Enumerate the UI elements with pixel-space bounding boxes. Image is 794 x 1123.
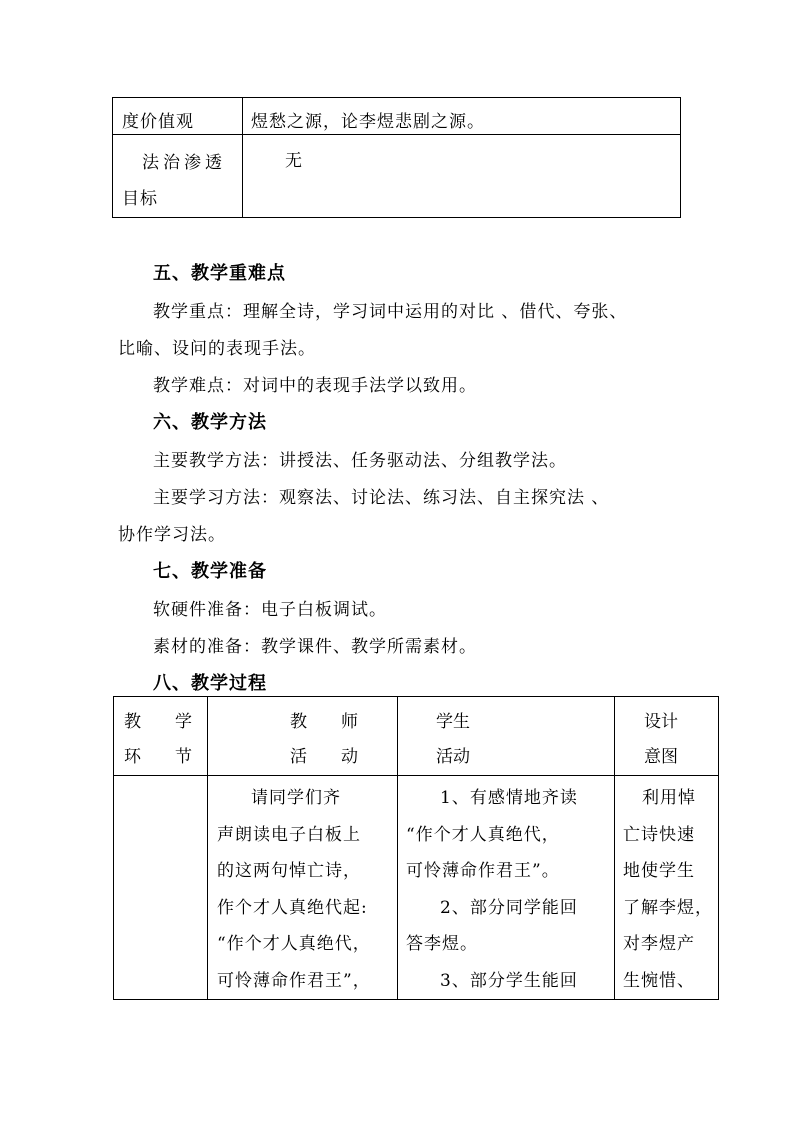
- student-activity-cell: [398, 776, 615, 1000]
- teacher-line: 可怜薄命作君王”，: [217, 970, 371, 991]
- section7-heading: 七、教学准备: [153, 561, 267, 582]
- student-line: “作个才人真绝代，: [406, 824, 560, 845]
- student-line: 可怜薄命作君王”。: [406, 861, 560, 881]
- materials-prep-text: 素材的准备：教学课件、教学所需素材。: [153, 637, 477, 657]
- teacher-line: 请同学们齐: [251, 788, 341, 808]
- header-student: [398, 697, 615, 776]
- process-table: [113, 696, 719, 1000]
- difficulty-text: 教学难点：对词中的表现手法学以致用。: [153, 376, 477, 396]
- objectives-label-cell: [113, 98, 243, 135]
- values-content: 煜愁之源，论李煜悲剧之源。: [251, 112, 485, 132]
- header-teacher-line1: 教 师: [290, 712, 358, 732]
- design-line: 对李煜产: [623, 934, 695, 954]
- teacher-activity-cell: [208, 776, 398, 1000]
- hardware-prep-text: 软硬件准备：电子白板调试。: [153, 600, 387, 620]
- objectives-content-cell: [243, 98, 681, 135]
- design-line: 利用悼: [642, 788, 696, 808]
- section8-heading: 八、教学过程: [153, 673, 267, 694]
- learning-methods-line2: 协作学习法。: [118, 525, 226, 545]
- law-label-line2: 目标: [122, 189, 158, 209]
- header-teacher-line2: 活 动: [290, 747, 358, 767]
- header-stage: [114, 697, 208, 776]
- design-intent-cell: [615, 776, 719, 1000]
- student-line: 1、有感情地齐读: [440, 788, 578, 808]
- design-line: 亡诗快速: [623, 824, 695, 845]
- teacher-line: “作个才人真绝代，: [217, 934, 371, 954]
- header-stage-line1: 教 学: [124, 712, 192, 732]
- teaching-methods-text: 主要教学方法：讲授法、任务驱动法、分组教学法。: [153, 451, 567, 471]
- student-line: 2、部分同学能回: [440, 897, 578, 918]
- header-stage-line2: 环 节: [124, 747, 192, 767]
- header-design-line1: 设计: [644, 712, 678, 732]
- student-line: 3、部分学生能回: [440, 970, 578, 991]
- teacher-line: 的这两句悼亡诗，: [217, 861, 361, 881]
- design-line: 了解李煜，: [623, 897, 713, 918]
- student-line: 答李煜。: [406, 934, 478, 954]
- values-label: 度价值观: [122, 112, 194, 132]
- teacher-line: 声朗读电子白板上: [217, 824, 361, 845]
- key-point-line2: 比喻、设问的表现手法。: [118, 339, 316, 359]
- header-design: [615, 697, 719, 776]
- learning-methods-line1: 主要学习方法：观察法、讨论法、练习法、自主探究法 、: [153, 488, 610, 508]
- header-design-line2: 意图: [644, 747, 678, 767]
- design-line: 地使学生: [623, 861, 695, 881]
- key-point-line1: 教学重点：理解全诗，学习词中运用的对比 、借代、夸张、: [153, 302, 628, 322]
- header-student-line2: 活动: [436, 747, 470, 767]
- section6-heading: 六、教学方法: [153, 412, 267, 433]
- header-student-line1: 学生: [436, 712, 470, 732]
- law-label-cell: [113, 135, 243, 218]
- design-line: 生惋惜、: [623, 970, 695, 991]
- header-teacher: [208, 697, 398, 776]
- section5-heading: 五、教学重难点: [153, 263, 286, 284]
- stage-cell: [114, 776, 208, 1000]
- law-content: 无: [285, 151, 302, 171]
- law-content-cell: [243, 135, 681, 218]
- teacher-line: 作个才人真绝代起:: [217, 897, 368, 918]
- objectives-table: [112, 97, 681, 218]
- law-label-line1: 法治渗透: [142, 153, 226, 173]
